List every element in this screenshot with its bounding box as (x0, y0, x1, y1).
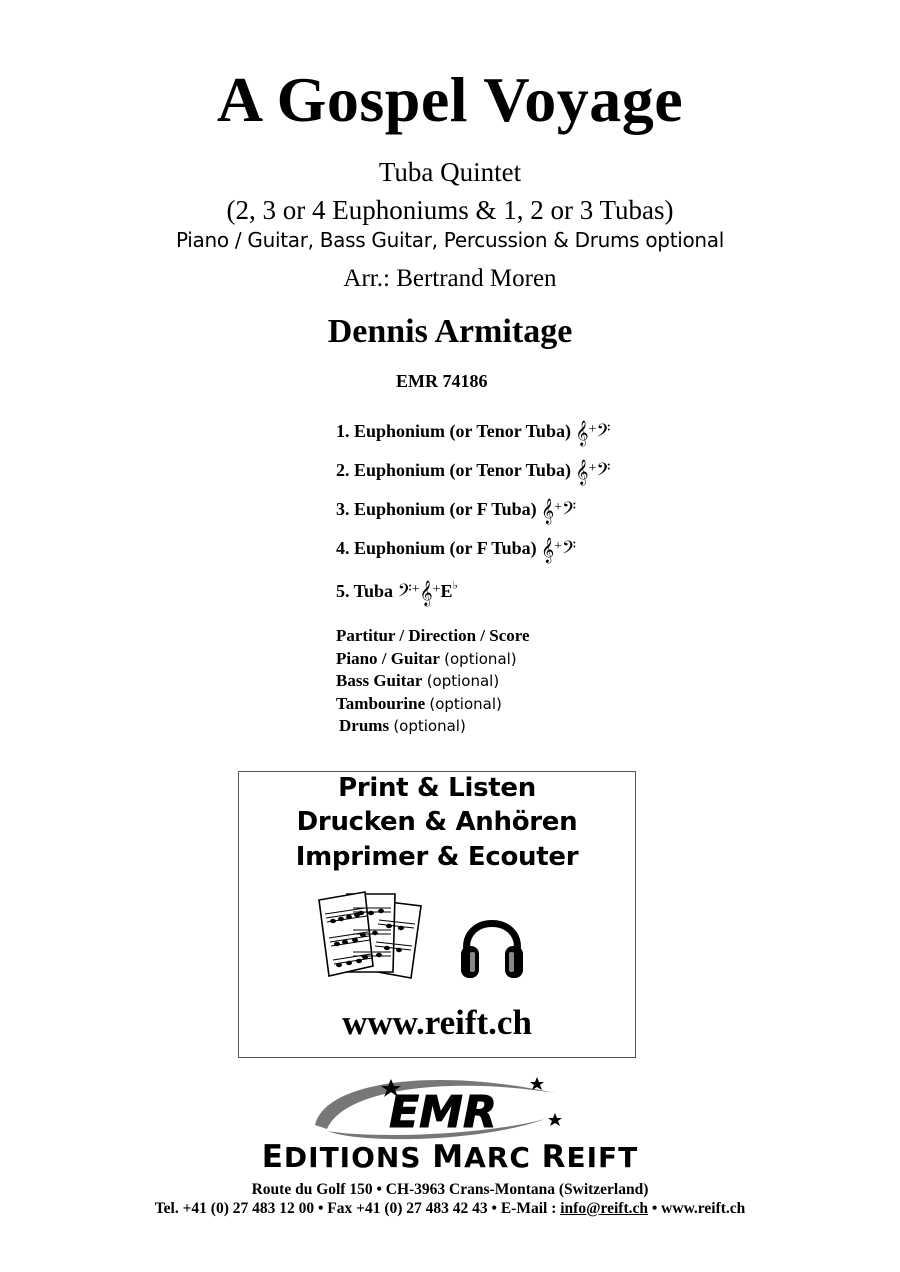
extra-note: (optional) (393, 717, 466, 735)
plus-sign: + (588, 461, 597, 476)
part-label: 2. Euphonium (or Tenor Tuba) (336, 460, 571, 480)
extra-note: (optional) (426, 672, 500, 690)
publisher-name-part: EIFT (566, 1141, 639, 1174)
treble-clef-icon: 𝄞 (419, 581, 433, 606)
bass-clef-icon: 𝄢 (397, 581, 412, 606)
catalog-number: EMR 74186 (396, 371, 488, 391)
ensemble-subtitle: Tuba Quintet (378, 157, 522, 187)
promo-website: www.reift.ch (342, 1003, 532, 1042)
plus-sign: + (588, 422, 597, 437)
bass-clef-icon: 𝄢 (596, 421, 611, 446)
extra-item (339, 715, 530, 738)
extra-note: (optional) (429, 694, 502, 713)
publisher-name-initial: R (541, 1139, 567, 1175)
publisher-contact (0, 1199, 900, 1218)
print-listen-box (238, 771, 636, 1058)
part-item (336, 536, 576, 561)
piece-title: A Gospel Voyage (216, 64, 684, 135)
logo-text: EMR (389, 1087, 497, 1138)
publisher-address: Route du Golf 150 • CH-3963 Crans-Montana (Switzerland) (251, 1181, 649, 1198)
extra-item (336, 693, 530, 716)
extra-item (336, 648, 530, 671)
composer-name: Dennis Armitage (327, 313, 573, 350)
extra-name: Piano / Guitar (336, 648, 440, 668)
plus-sign: + (554, 539, 563, 554)
extra-note: (optional) (444, 649, 517, 668)
part-item (336, 419, 611, 444)
extras-list (336, 625, 530, 738)
treble-clef-icon: 𝄞 (575, 460, 589, 485)
bass-clef-icon: 𝄢 (562, 499, 577, 524)
promo-line-french: Imprimer & Ecouter (295, 842, 579, 872)
headphones-icon (457, 906, 527, 982)
extra-name: Bass Guitar (336, 671, 423, 690)
extra-name: Drums (339, 716, 390, 735)
plus-sign: + (411, 582, 420, 597)
key-label: E (440, 581, 453, 601)
part-label: 1. Euphonium (or Tenor Tuba) (336, 421, 571, 441)
extra-name: Tambourine (336, 693, 426, 713)
part-label: 4. Euphonium (or F Tuba) (336, 538, 537, 558)
part-item (336, 458, 611, 483)
publisher-name-initial: E (261, 1139, 284, 1175)
treble-clef-icon: 𝄞 (575, 421, 589, 446)
bass-clef-icon: 𝄢 (596, 460, 611, 485)
publisher-name (0, 1140, 900, 1175)
contact-phone-fax: Tel. +41 (0) 27 483 12 00 • Fax +41 (0) 27 483 42 43 • E-Mail : (154, 1200, 561, 1217)
publisher-name-initial: M (432, 1139, 465, 1175)
promo-line-german: Drucken & Anhören (296, 807, 578, 837)
plus-sign: + (432, 582, 441, 597)
part-label: 5. Tuba (336, 581, 394, 601)
treble-clef-icon: 𝄞 (541, 499, 555, 524)
contact-website: • www.reift.ch (648, 1200, 746, 1217)
email-link[interactable]: info@reift.ch (560, 1200, 648, 1217)
optional-instruments-line: Piano / Guitar, Bass Guitar, Percussion & Drums optional (175, 228, 725, 252)
sheet-music-icon (313, 886, 439, 982)
treble-clef-icon: 𝄞 (541, 538, 555, 563)
extra-name: Partitur / Direction / Score (336, 626, 530, 645)
publisher-name-part: ARC (464, 1141, 542, 1174)
part-label: 3. Euphonium (or F Tuba) (336, 499, 537, 519)
plus-sign: + (554, 500, 563, 515)
promo-line-english: Print & Listen (338, 773, 536, 803)
extra-item (336, 625, 530, 648)
part-item (336, 497, 576, 522)
instrumentation-line: (2, 3 or 4 Euphoniums & 1, 2 or 3 Tubas) (226, 195, 674, 225)
bass-clef-icon: 𝄢 (562, 538, 577, 563)
flat-sign: ♭ (452, 579, 458, 592)
emr-logo (305, 1073, 575, 1145)
arranger-credit: Arr.: Bertrand Moren (343, 265, 557, 292)
extra-item (336, 670, 530, 693)
publisher-name-part: DITIONS (283, 1141, 433, 1174)
part-item (336, 575, 458, 604)
